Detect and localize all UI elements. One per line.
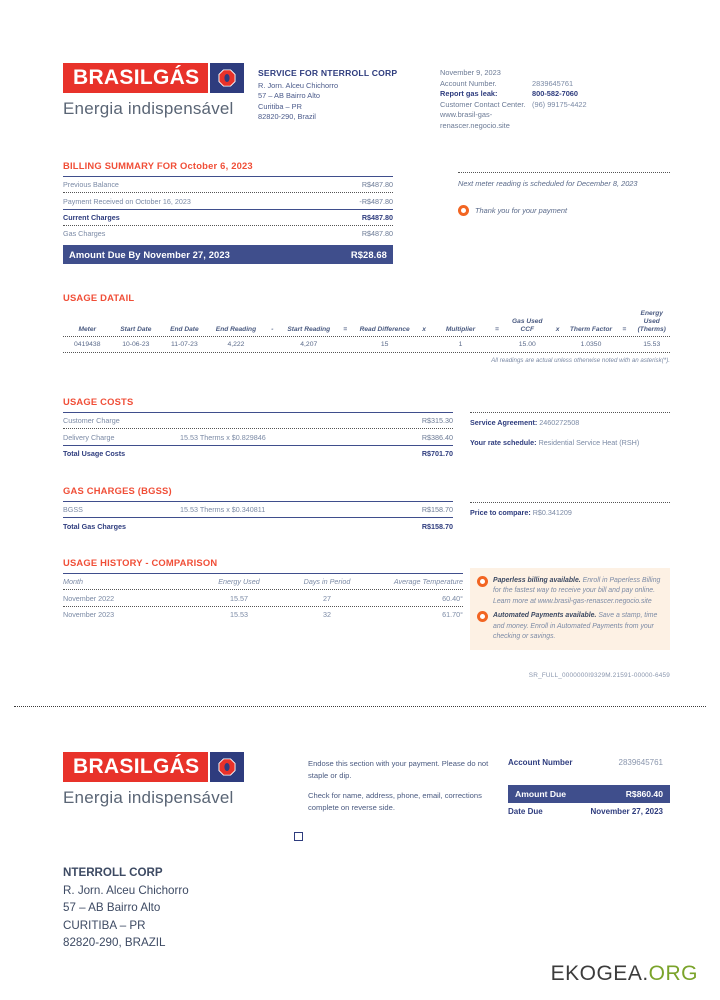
gas-charges-heading: GAS CHARGES (BGSS) <box>63 485 172 496</box>
table-row <box>63 413 453 428</box>
summary-label: Previous Balance <box>63 180 119 190</box>
cell-gap <box>549 337 567 352</box>
col-energy-used: Energy Used (Therms) <box>637 310 666 333</box>
cell-energy: 15.53 <box>230 609 248 619</box>
customer-address-block <box>63 864 323 952</box>
col-meter: Meter <box>78 326 97 333</box>
watermark-part-a: EKOGEA. <box>550 962 649 985</box>
service-address-line: 57 – AB Bairro Alto <box>258 91 321 101</box>
usage-history-row-2 <box>63 607 463 622</box>
stub-account-panel <box>508 758 670 816</box>
col-end-date: End Date <box>170 326 199 333</box>
cell-month: November 2023 <box>63 609 115 619</box>
usage-costs-total <box>63 446 453 461</box>
amount-due-band <box>63 245 393 264</box>
stub-account-value: 2839645761 <box>618 758 663 767</box>
logo-tagline: Energia indispensável <box>63 788 234 807</box>
table-row <box>63 210 393 225</box>
brand-logo-top <box>63 63 244 119</box>
gas-charges-total <box>63 518 453 533</box>
summary-amount: R$487.80 <box>361 229 393 239</box>
service-address-block <box>258 68 433 123</box>
service-for-title: SERVICE FOR NTERROLL CORP <box>258 68 398 78</box>
summary-label: Current Charges <box>63 212 120 222</box>
billing-summary-table <box>63 177 393 192</box>
summary-label: Payment Received on October 16, 2023 <box>63 196 191 206</box>
promo-paperless-bold: Paperless billing available. <box>493 577 581 584</box>
billing-summary-section <box>63 160 393 264</box>
cell-end-date: 11-07-23 <box>171 341 198 348</box>
logo-gas-text: GÁS <box>152 755 200 778</box>
col-energy-used: Energy Used <box>218 577 260 587</box>
meter-reading-note: Next meter reading is scheduled for December 8, 2023 <box>458 179 638 188</box>
watermark-part-b: ORG <box>648 962 698 985</box>
cell-energy: 15.57 <box>230 593 248 603</box>
total-usage-amount: R$701.70 <box>421 448 453 458</box>
amount-due-label: Amount Due By November 27, 2023 <box>69 248 230 260</box>
cost-label: Delivery Charge <box>63 432 115 442</box>
col-start-date: Start Date <box>120 326 152 333</box>
service-address-line: 82820-290, Brazil <box>258 112 316 122</box>
logo-wordmark <box>63 752 208 782</box>
billing-summary-heading: BILLING SUMMARY FOR October 6, 2023 <box>63 160 253 171</box>
cell-gap <box>415 337 433 352</box>
logo-bar <box>63 63 244 93</box>
usage-costs-table-2 <box>63 429 453 444</box>
operator-times-2: x <box>555 326 560 333</box>
stub-amount-label: Amount Due <box>515 789 567 799</box>
cell-temp: 61.70° <box>442 609 463 619</box>
cost-detail: 15.53 Therms x $0.829846 <box>180 432 266 442</box>
stub-instruction-2: Check for name, address, phone, email, corrections complete on reverse side. <box>308 791 482 812</box>
operator-times-1: x <box>422 326 426 333</box>
stub-account-label: Account Number <box>508 758 573 767</box>
table-header-row <box>63 574 463 589</box>
summary-amount: R$487.80 <box>361 212 393 222</box>
stub-date-value: November 27, 2023 <box>590 807 663 816</box>
customer-name: NTERROLL CORP <box>63 866 163 879</box>
table-row <box>63 502 453 517</box>
table-row <box>63 590 463 605</box>
promo-item-paperless[interactable] <box>477 576 662 607</box>
gas-leak-label: Report gas leak: <box>440 89 498 99</box>
contact-center-label: Customer Contact Center. <box>440 99 526 109</box>
address-change-checkbox[interactable] <box>294 832 303 841</box>
bill-date: November 9, 2023 <box>440 68 501 77</box>
cell-end-reading: 4,222 <box>227 341 245 348</box>
cell-days: 32 <box>323 609 331 619</box>
promo-item-autopay[interactable] <box>477 611 662 642</box>
service-address-line: R. Jorn. Alceu Chichorro <box>258 80 339 90</box>
usage-detail-table <box>63 308 670 336</box>
table-row <box>63 177 393 192</box>
gas-amount: R$158.70 <box>421 505 453 515</box>
cost-amount: R$315.30 <box>421 416 453 426</box>
account-meta-block <box>440 68 665 132</box>
contact-center-row <box>440 100 665 111</box>
cost-amount: R$386.40 <box>421 432 453 442</box>
col-days-in-period: Days in Period <box>303 577 351 587</box>
cell-meter: 0419438 <box>74 341 101 348</box>
total-gas-label: Total Gas Charges <box>63 521 126 531</box>
promo-box <box>470 568 670 650</box>
cell-therm-factor: 1.0350 <box>580 341 602 348</box>
price-to-compare-label: Price to compare: <box>470 508 531 517</box>
cell-multiplier: 1 <box>458 341 463 348</box>
customer-address-line: 57 – AB Bairro Alto <box>63 901 161 914</box>
logo-wordmark <box>63 63 208 93</box>
service-agreement-value: 2460272508 <box>539 418 580 427</box>
customer-address-line: CURITIBA – PR <box>63 918 146 932</box>
cell-month: November 2022 <box>63 593 115 603</box>
usage-history-header <box>63 574 463 589</box>
logo-tagline: Energia indispensável <box>63 99 234 118</box>
stub-instructions <box>308 758 503 813</box>
table-header-row <box>63 308 670 336</box>
usage-history-row-1 <box>63 590 463 605</box>
col-start-reading: Start Reading <box>287 326 331 333</box>
usage-costs-section <box>63 396 453 461</box>
usage-history-heading: USAGE HISTORY - COMPARISON <box>63 557 218 568</box>
col-multiplier: Multiplier <box>445 326 476 333</box>
usage-detail-section <box>63 292 670 364</box>
account-number-row <box>440 79 665 90</box>
summary-label: Gas Charges <box>63 229 106 239</box>
cost-detail <box>180 413 356 428</box>
operator-minus: - <box>271 326 274 333</box>
thank-you-row <box>458 205 670 216</box>
col-end-reading: End Reading <box>215 326 257 333</box>
cell-temp: 60.40° <box>442 593 463 603</box>
promo-paperless-text: Enroll in Paperless Billing for the fastest way to receive your bill and pay online. Learn more at www.brasil-gas-renascer.negocio.site <box>493 577 661 605</box>
service-agreement-label: Service Agreement: <box>470 418 538 427</box>
col-gas-used-ccf: Gas Used CCF <box>512 318 543 333</box>
brand-logo-stub <box>63 752 244 808</box>
cost-label: Customer Charge <box>63 416 120 426</box>
gas-detail: 15.53 Therms x $0.340811 <box>180 505 266 515</box>
cell-start-date: 10-06-23 <box>122 341 150 348</box>
promo-autopay-text: Save a stamp, time and money. Enroll in Automated Payments from your checking or savings. <box>493 612 658 641</box>
table-row <box>63 429 453 444</box>
customer-address-line: R. Jorn. Alceu Chichorro <box>63 883 189 897</box>
price-to-compare-value: R$0.341209 <box>532 508 572 517</box>
stub-instruction-1: Endose this section with your payment. Please do not staple or dip. <box>308 759 489 780</box>
gas-charges-section <box>63 485 453 534</box>
octagon-flame-icon <box>216 756 238 778</box>
cell-read-difference: 15 <box>380 341 389 348</box>
table-row <box>63 607 463 622</box>
usage-history-section <box>63 557 463 622</box>
cell-gap <box>615 337 633 352</box>
account-number-label: Account Number. <box>440 78 497 88</box>
table-row <box>63 337 670 352</box>
summary-amount: -R$487.80 <box>359 196 393 206</box>
octagon-flame-icon <box>216 67 238 89</box>
rate-schedule-value: Residential Service Heat (RSH) <box>538 438 640 447</box>
col-therm-factor: Therm Factor <box>569 326 613 333</box>
contact-center-value: (96) 99175-4422 <box>532 99 587 109</box>
promo-text <box>493 576 662 607</box>
logo-bar <box>63 752 244 782</box>
perforation-divider <box>14 706 706 707</box>
check-bullet-icon <box>477 576 488 587</box>
gas-leak-row <box>440 89 665 100</box>
logo-gas-text: GÁS <box>152 66 200 89</box>
cell-gap <box>336 337 354 352</box>
check-bullet-icon <box>477 611 488 622</box>
operator-equals-2: = <box>494 326 499 333</box>
service-address-line: Curitiba – PR <box>258 101 302 111</box>
promo-text <box>493 611 662 642</box>
summary-amount: R$487.80 <box>361 180 393 190</box>
billing-summary-table-3 <box>63 210 393 225</box>
stub-amount-due-band <box>508 785 670 803</box>
operator-equals-1: = <box>343 326 348 333</box>
usage-costs-table <box>63 413 453 428</box>
usage-detail-data <box>63 337 670 352</box>
col-avg-temperature: Average Temperature <box>393 577 463 587</box>
watermark <box>551 962 698 986</box>
table-row <box>63 226 393 241</box>
col-month: Month <box>63 577 83 587</box>
usage-detail-heading: USAGE DATAIL <box>63 292 135 303</box>
stub-account-row <box>508 758 670 767</box>
logo-brasil-text: BRASIL <box>73 66 153 89</box>
stub-date-label: Date Due <box>508 807 543 816</box>
rate-schedule-row <box>470 428 670 448</box>
total-gas-amount: R$158.70 <box>421 521 453 531</box>
thank-you-note: Thank you for your payment <box>475 206 568 215</box>
gas-leak-value: 800-582-7060 <box>532 89 579 99</box>
rate-schedule-label: Your rate schedule: <box>470 438 537 447</box>
amount-due-value: R$28.68 <box>350 248 387 260</box>
side-notes-block <box>458 172 670 216</box>
usage-costs-heading: USAGE COSTS <box>63 396 134 407</box>
cell-start-reading: 4,207 <box>300 341 318 348</box>
website-line-2[interactable]: renascer.negocio.site <box>440 120 510 130</box>
usage-detail-footnote: All readings are actual unless otherwise noted with an asterisk(*). <box>491 357 670 364</box>
billing-summary-table-4 <box>63 226 393 241</box>
reference-code: SR_FULL_0000000I9329M.21591-00000-6459 <box>528 672 670 679</box>
logo-brasil-text: BRASIL <box>73 755 153 778</box>
cell-gap <box>263 337 281 352</box>
promo-autopay-bold: Automated Payments available. <box>493 612 597 620</box>
price-to-compare-block <box>470 502 670 518</box>
gas-charges-table <box>63 502 453 517</box>
website-line-1[interactable]: www.brasil-gas- <box>440 110 493 120</box>
table-row <box>63 446 453 461</box>
cell-days: 27 <box>323 593 331 603</box>
service-agreement-row <box>470 413 670 428</box>
billing-summary-table-2 <box>63 193 393 208</box>
customer-address-line: 82820-290, BRAZIL <box>63 936 166 949</box>
flame-badge-icon <box>210 752 244 782</box>
total-usage-label: Total Usage Costs <box>63 448 126 458</box>
gas-label: BGSS <box>63 505 83 515</box>
price-to-compare-row <box>470 503 670 518</box>
stub-date-due-row <box>508 803 670 816</box>
cell-gas-used: 15.00 <box>518 341 536 348</box>
cell-energy-used: 15.53 <box>643 341 661 348</box>
account-number-value: 2839645761 <box>532 78 574 88</box>
operator-equals-3: = <box>622 326 627 333</box>
stub-amount-value: R$860.40 <box>625 789 663 799</box>
table-row <box>63 518 453 533</box>
table-row <box>63 193 393 208</box>
flame-badge-icon <box>210 63 244 93</box>
star-bullet-icon <box>458 205 469 216</box>
service-agreement-block <box>470 412 670 448</box>
cell-gap <box>488 337 506 352</box>
col-read-difference: Read Difference <box>359 326 410 333</box>
